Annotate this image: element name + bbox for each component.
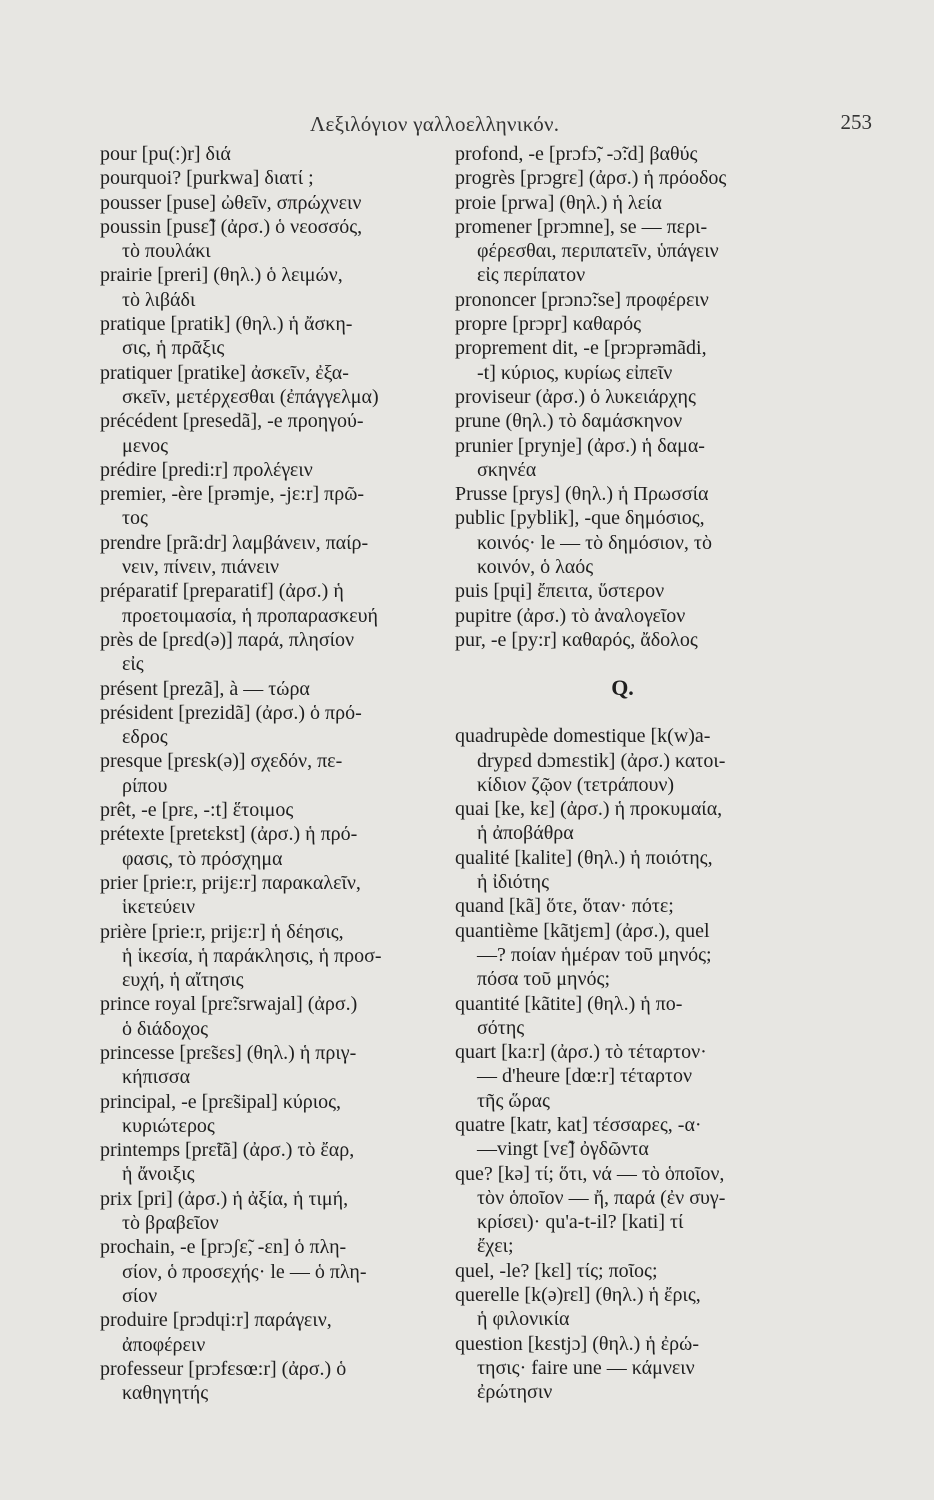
entry-line: —? ποίαν ἡμέραν τοῦ μηνός;	[477, 943, 712, 966]
entry-line: σίον, ὁ προσεχής· le — ὁ πλη-	[122, 1260, 367, 1283]
entry-line: quand [kã] ὅτε, ὅταν· πότε;	[455, 895, 674, 918]
entry-line: quatre [katr, kat] τέσσαρες, -α·	[455, 1113, 702, 1136]
entry-line: κυριώτερος	[122, 1114, 215, 1137]
entry-line: τὸ βραβεῖον	[122, 1212, 219, 1235]
entry-line: κοινόν, ὁ λαός	[477, 556, 594, 579]
entry-line: presque [prɛsk(ə)] σχεδόν, πε-	[100, 750, 343, 773]
entry-line: σότης	[477, 1016, 525, 1039]
entry-line: σκεῖν, μετέρχεσθαι (ἐπάγγελμα)	[122, 385, 379, 408]
entry-line: pupitre (ἀρσ.) τὸ ἀναλογεῖον	[455, 604, 686, 627]
entry-line: quart [ka:r] (ἀρσ.) τὸ τέταρτον·	[455, 1041, 707, 1064]
entry-line: μενος	[122, 434, 169, 457]
entry-line: ευχή, ἡ αἴτησις	[122, 969, 244, 992]
entry-line: — d'heure [dœ:r] τέταρτον	[477, 1065, 693, 1088]
entry-line: progrès [prɔgrɛ] (ἀρσ.) ἡ πρόοδος	[455, 167, 727, 190]
entry-line: premier, -ère [prəmje, -jɛ:r] πρῶ-	[100, 483, 365, 506]
entry-line: —vingt [vɛ̃] ὀγδῶντα	[477, 1138, 649, 1161]
entry-line: σις, ἡ πρᾶξις	[122, 337, 225, 360]
entry-line: quantième [kãtjɛm] (ἀρσ.), quel	[455, 919, 710, 942]
entry-line: querelle [k(ə)rɛl] (θηλ.) ἡ ἔρις,	[455, 1284, 701, 1307]
entry-line: pourquoi? [purkwa] διατί ;	[100, 167, 314, 190]
entry-line: νειν, πίνειν, πιάνειν	[122, 556, 280, 579]
entry-line: ἀποφέρειν	[122, 1333, 206, 1356]
entry-line: profond, -e [prɔfɔ̃, -ɔ̃:d] βαθύς	[455, 143, 698, 165]
entry-line: σίον	[122, 1284, 158, 1307]
entry-line: κίδιον ζῷον (τετράπουν)	[477, 773, 675, 796]
entry-line: princesse [prɛ̃sɛs] (θηλ.) ἡ πριγ-	[100, 1041, 357, 1064]
entry-line: ἡ φιλονικία	[477, 1308, 570, 1331]
entry-line: président [prezidã] (ἀρσ.) ὁ πρό-	[100, 701, 362, 724]
entry-line: prune (θηλ.) τὸ δαμάσκηνον	[455, 410, 683, 433]
entry-line: poussin [pusɛ̃] (ἀρσ.) ὁ νεοσσός,	[100, 215, 363, 238]
entry-line: prêt, -e [prɛ, -:t] ἕτοιμος	[100, 799, 294, 822]
entry-line: εδρος	[122, 726, 168, 749]
entry-line: ἡ ἱκεσία, ἡ παράκλησις, ἡ προσ-	[122, 944, 382, 967]
entry-line: prince royal [prɛ̃:srwajal] (ἀρσ.)	[100, 993, 358, 1016]
entry-line: pour [pu(:)r] διά	[100, 143, 231, 165]
entry-line: proie [prwa] (θηλ.) ἡ λεία	[455, 191, 662, 214]
entry-line: proviseur (ἀρσ.) ὁ λυκειάρχης	[455, 385, 696, 408]
entry-line: -t] κύριος, κυρίως εἰπεῖν	[477, 361, 673, 384]
entry-line: principal, -e [prɛ̃sipal] κύριος,	[100, 1090, 342, 1113]
entry-line: τὸ πουλάκι	[122, 240, 211, 263]
entry-line: προετοιμασία, ἡ προπαρασκευή	[122, 604, 378, 627]
entry-line: pousser [puse] ὠθεῖν, σπρώχνειν	[100, 191, 362, 214]
entry-line: prétexte [pretɛkst] (ἀρσ.) ἡ πρό-	[100, 823, 358, 846]
entry-line: ἡ ἀποβάθρα	[477, 822, 574, 845]
running-title: Λεξιλόγιον γαλλοελληνικόν.	[310, 112, 560, 136]
entry-line: εἰς	[122, 653, 144, 676]
entry-line: présent [prezã], à — τώρα	[100, 677, 310, 700]
entry-line: σκηνέα	[477, 458, 537, 481]
entry-line: quantité [kãtite] (θηλ.) ἡ πο-	[455, 992, 683, 1015]
entry-line: printemps [prɛ̃tã] (ἀρσ.) τὸ ἔαρ,	[100, 1139, 355, 1162]
entry-line: prix [pri] (ἀρσ.) ἡ ἀξία, ἡ τιμή,	[100, 1187, 349, 1210]
entry-line: pratique [pratik] (θηλ.) ἡ ἄσκη-	[100, 313, 353, 336]
entry-line: prier [prie:r, prijɛ:r] παρακαλεῖν,	[100, 871, 361, 894]
entry-line: professeur [prɔfɛsœ:r] (ἀρσ.) ὁ	[100, 1357, 347, 1380]
entry-line: prendre [prã:dr] λαμβάνειν, παίρ-	[100, 531, 369, 554]
entry-line: τησις· faire une — κάμνειν	[477, 1356, 695, 1379]
entry-line: quadrupède domestique [k(w)a-	[455, 725, 711, 748]
entry-line: καθηγητής	[122, 1382, 209, 1405]
entry-line: ρίπου	[122, 774, 168, 797]
entry-line: κρίσει)· qu'a-t-il? [kati] τί	[477, 1211, 684, 1234]
page-number: 253	[840, 110, 872, 134]
entry-line: promener [prɔmne], se — περι-	[455, 215, 708, 238]
entry-line: prochain, -e [prɔʃɛ̃, -ɛn] ὁ πλη-	[100, 1236, 347, 1259]
entry-line: εἰς περίπατον	[477, 264, 586, 287]
entry-line: κήπισσα	[122, 1066, 191, 1089]
entry-line: question [kɛstjɔ] (θηλ.) ἡ ἐρώ-	[455, 1332, 699, 1355]
entry-line: τος	[122, 507, 148, 530]
left-column	[100, 142, 420, 1405]
entry-line: κοινός· le — τὸ δημόσιον, τὸ	[477, 531, 712, 554]
entry-line: τῆς ὥρας	[477, 1089, 550, 1112]
entry-line: précédent [presedã], -e προηγού-	[100, 410, 364, 433]
entry-line: propre [prɔpr] καθαρός	[455, 313, 642, 336]
entry-line: prière [prie:r, prijɛ:r] ἡ δέησις,	[100, 920, 344, 943]
entry-line: quel, -le? [kɛl] τίς; ποῖος;	[455, 1259, 658, 1282]
section-letter-q: Q.	[611, 675, 634, 701]
right-column	[455, 142, 800, 1405]
entry-line: ἡ ἄνοιξις	[122, 1163, 195, 1186]
entry-line: ἐρώτησιν	[477, 1381, 553, 1404]
entry-line: produire [prɔdɥi:r] παράγειν,	[100, 1309, 332, 1332]
entry-line: préparatif [preparatif] (ἀρσ.) ἡ	[100, 580, 344, 603]
entry-line: prononcer [prɔnɔ̃:se] προφέρειν	[455, 288, 709, 311]
entry-line: ὁ διάδοχος	[122, 1017, 209, 1040]
entry-line: proprement dit, -e [prɔprəmãdi,	[455, 337, 707, 360]
entry-line: qualité [kalite] (θηλ.) ἡ ποιότης,	[455, 846, 713, 869]
entry-line: Prusse [prys] (θηλ.) ἡ Πρωσσία	[455, 483, 709, 506]
entry-line: pur, -e [py:r] καθαρός, ἄδολος	[455, 628, 698, 651]
entry-line: ἱκετεύειν	[122, 896, 196, 919]
entry-line: près de [prɛd(ə)] παρά, πλησίον	[100, 628, 355, 651]
entry-line: public [pyblik], -que δημόσιος,	[455, 507, 705, 530]
entry-line: πόσα τοῦ μηνός;	[477, 968, 610, 991]
entry-line: que? [kə] τί; ὅτι, νά — τὸ ὁποῖον,	[455, 1162, 725, 1185]
entry-line: ἡ ἰδιότης	[477, 871, 550, 894]
entry-line: τὸ λιβάδι	[122, 288, 196, 311]
entry-line: φέρεσθαι, περιπατεῖν, ὑπάγειν	[477, 240, 719, 263]
entry-line: τὸν ὁποῖον — ἤ, παρά (ἐν συγ-	[477, 1186, 726, 1209]
entry-line: quai [ke, kɛ] (ἀρσ.) ἡ προκυμαία,	[455, 798, 723, 821]
entries-p-continued	[455, 142, 800, 652]
entry-line: prunier [prynje] (ἀρσ.) ἡ δαμα-	[455, 434, 705, 457]
entries-q	[455, 724, 800, 1404]
entry-line: prairie [preri] (θηλ.) ὁ λειμών,	[100, 264, 343, 287]
entry-line: φασις, τὸ πρόσχημα	[122, 847, 283, 870]
entry-line: puis [pɥi] ἔπειτα, ὕστερον	[455, 580, 665, 603]
entry-line: pratiquer [pratike] ἀσκεῖν, ἐξα-	[100, 361, 349, 384]
entry-line: ἔχει;	[477, 1235, 514, 1258]
entry-line: drypɛd dɔmɛstik] (ἀρσ.) κατοι-	[477, 749, 726, 772]
entry-line: prédire [predi:r] προλέγειν	[100, 458, 313, 481]
